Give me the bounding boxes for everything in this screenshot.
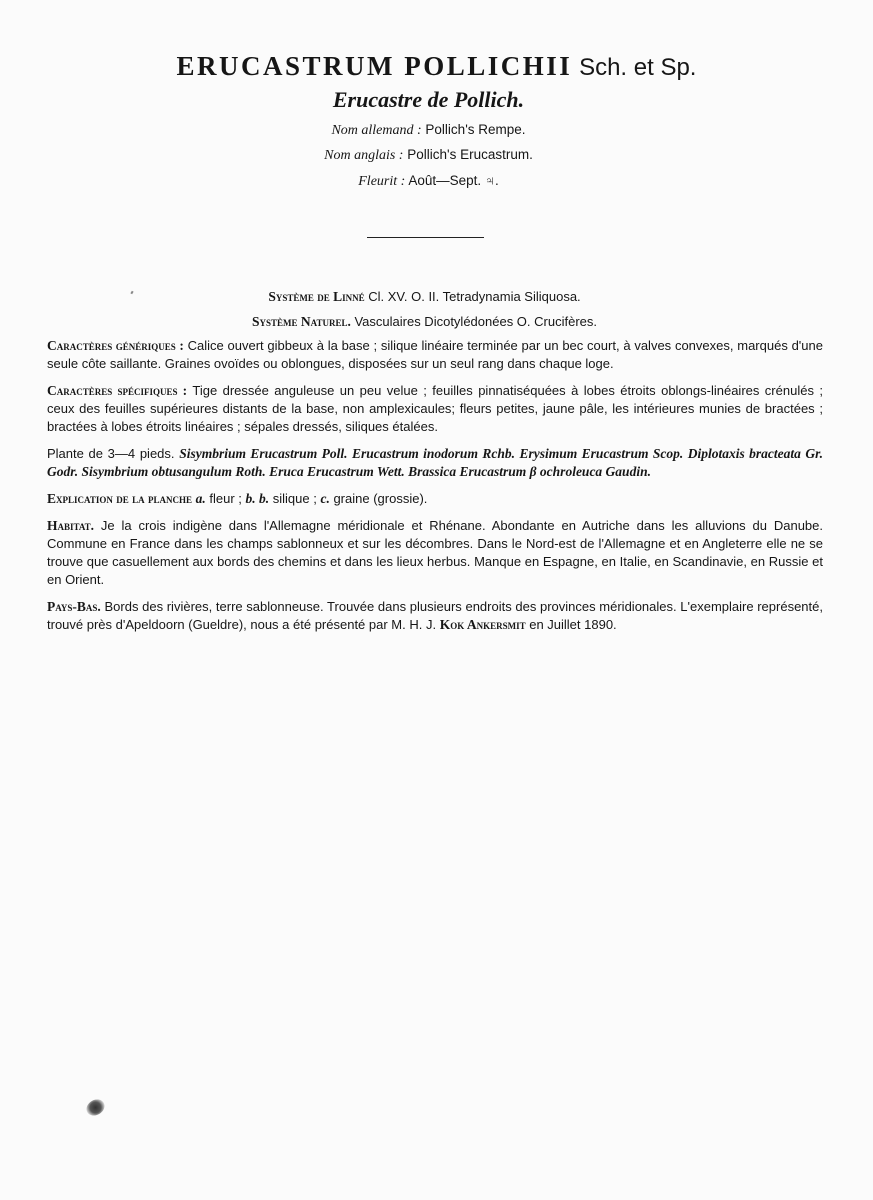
- divider-rule: [367, 237, 484, 238]
- explication-b: silique ;: [272, 491, 317, 506]
- english-label: Nom anglais :: [324, 148, 404, 163]
- explication-a: fleur ;: [209, 491, 242, 506]
- explication-b-key: b. b.: [245, 491, 270, 506]
- linne-value: Cl. XV. O. II. Tetradynamia Siliquosa.: [368, 289, 581, 304]
- generic-label: Caractères génériques :: [47, 338, 184, 353]
- description-body: [47, 337, 823, 643]
- flowering-label: Fleurit :: [358, 174, 406, 189]
- natural-system-line: [0, 313, 849, 331]
- collector-name: Kok Ankersmit: [439, 617, 526, 632]
- paysbas-label: Pays-Bas.: [47, 599, 101, 614]
- german-label: Nom allemand :: [331, 123, 422, 138]
- habitat-text: Je la crois indigène dans l'Allemagne méridionale et Rhénane. Abondante en Autriche dans les alluvions du Danube. Commune en France dans les champs sablonneux et sur les décombres. Dans le Nord-est de l'Allemagne et en Angleterre elle ne se trouve que casuellement aux bords des chemins et dans les lieux herbus. Manque en Espagne, en Italie, en Scandinavie, en Russie et en Orient.: [47, 518, 823, 587]
- linne-system-line: [0, 288, 849, 306]
- generic-characters: [47, 337, 823, 373]
- generic-text: Calice ouvert gibbeux à la base ; silique linéaire terminée par un bec court, à valves convexes, marqués d'une seule côte saillante. Graines ovoïdes ou oblongues, disposées sur un seul rang dans chaque loge.: [47, 338, 823, 371]
- french-name: Erucastre de Pollich.: [332, 87, 525, 112]
- explication-c: graine (grossie).: [333, 491, 428, 506]
- paysbas-end: en Juillet 1890.: [529, 617, 617, 632]
- scientific-name: ERUCASTRUM POLLICHII: [176, 51, 573, 81]
- english-name: Pollich's Erucastrum.: [407, 147, 533, 162]
- specific-label: Caractères spécifiques :: [47, 383, 188, 398]
- species-title: [0, 50, 873, 84]
- german-name: Pollich's Rempe.: [425, 122, 526, 137]
- specific-characters: [47, 382, 823, 436]
- specific-text: Tige dressée anguleuse un peu velue ; feuilles pinnatiséquées à lobes étroits oblongs-linéaires crénulés ; ceux des feuilles supérieures distants de la base, non amplexicaules; fleurs petites, jaune pâle, les intérieures munies de bractées ; bractées à lobes étroits linéaires ; sépales dressés, siliques étalées.: [47, 383, 823, 434]
- paysbas-text: Bords des rivières, terre sablonneuse. Trouvée dans plusieurs endroits des provinces méridionales. L'exemplaire représenté, trouvé près d'Apeldoorn (Gueldre), nous a été présenté par M. H. J.: [47, 599, 823, 632]
- german-name-line: [0, 121, 857, 140]
- flowering-value: Août—Sept. ♃.: [408, 173, 499, 188]
- english-name-line: [0, 146, 857, 165]
- habitat-section: [47, 517, 823, 589]
- explication-label: Explication de la planche: [47, 491, 192, 506]
- natural-label: Système Naturel.: [251, 314, 351, 329]
- linne-label: Système de Linné: [268, 289, 365, 304]
- flowering-line: [0, 172, 857, 191]
- explication-a-key: a.: [195, 491, 206, 506]
- plant-synonyms: [47, 445, 823, 481]
- synonyms-text: Sisymbrium Erucastrum Poll. Erucastrum inodorum Rchb. Erysimum Erucastrum Scop. Diplotaxis bracteata Gr. Godr. Sisymbrium obtusangulum Roth. Eruca Erucastrum Wett. Brassica Erucastrum β ochroleuca Gaudin.: [47, 446, 823, 479]
- plant-text: Plante de 3—4 pieds.: [47, 446, 175, 461]
- natural-value: Vasculaires Dicotylédonées O. Crucifères.: [354, 314, 597, 329]
- plate-explanation: [47, 490, 823, 508]
- habitat-label: Habitat.: [47, 518, 95, 533]
- authority: Sch. et Sp.: [579, 54, 697, 81]
- explication-c-key: c.: [320, 491, 330, 506]
- paysbas-section: [47, 598, 823, 634]
- ink-blot: [84, 1096, 108, 1118]
